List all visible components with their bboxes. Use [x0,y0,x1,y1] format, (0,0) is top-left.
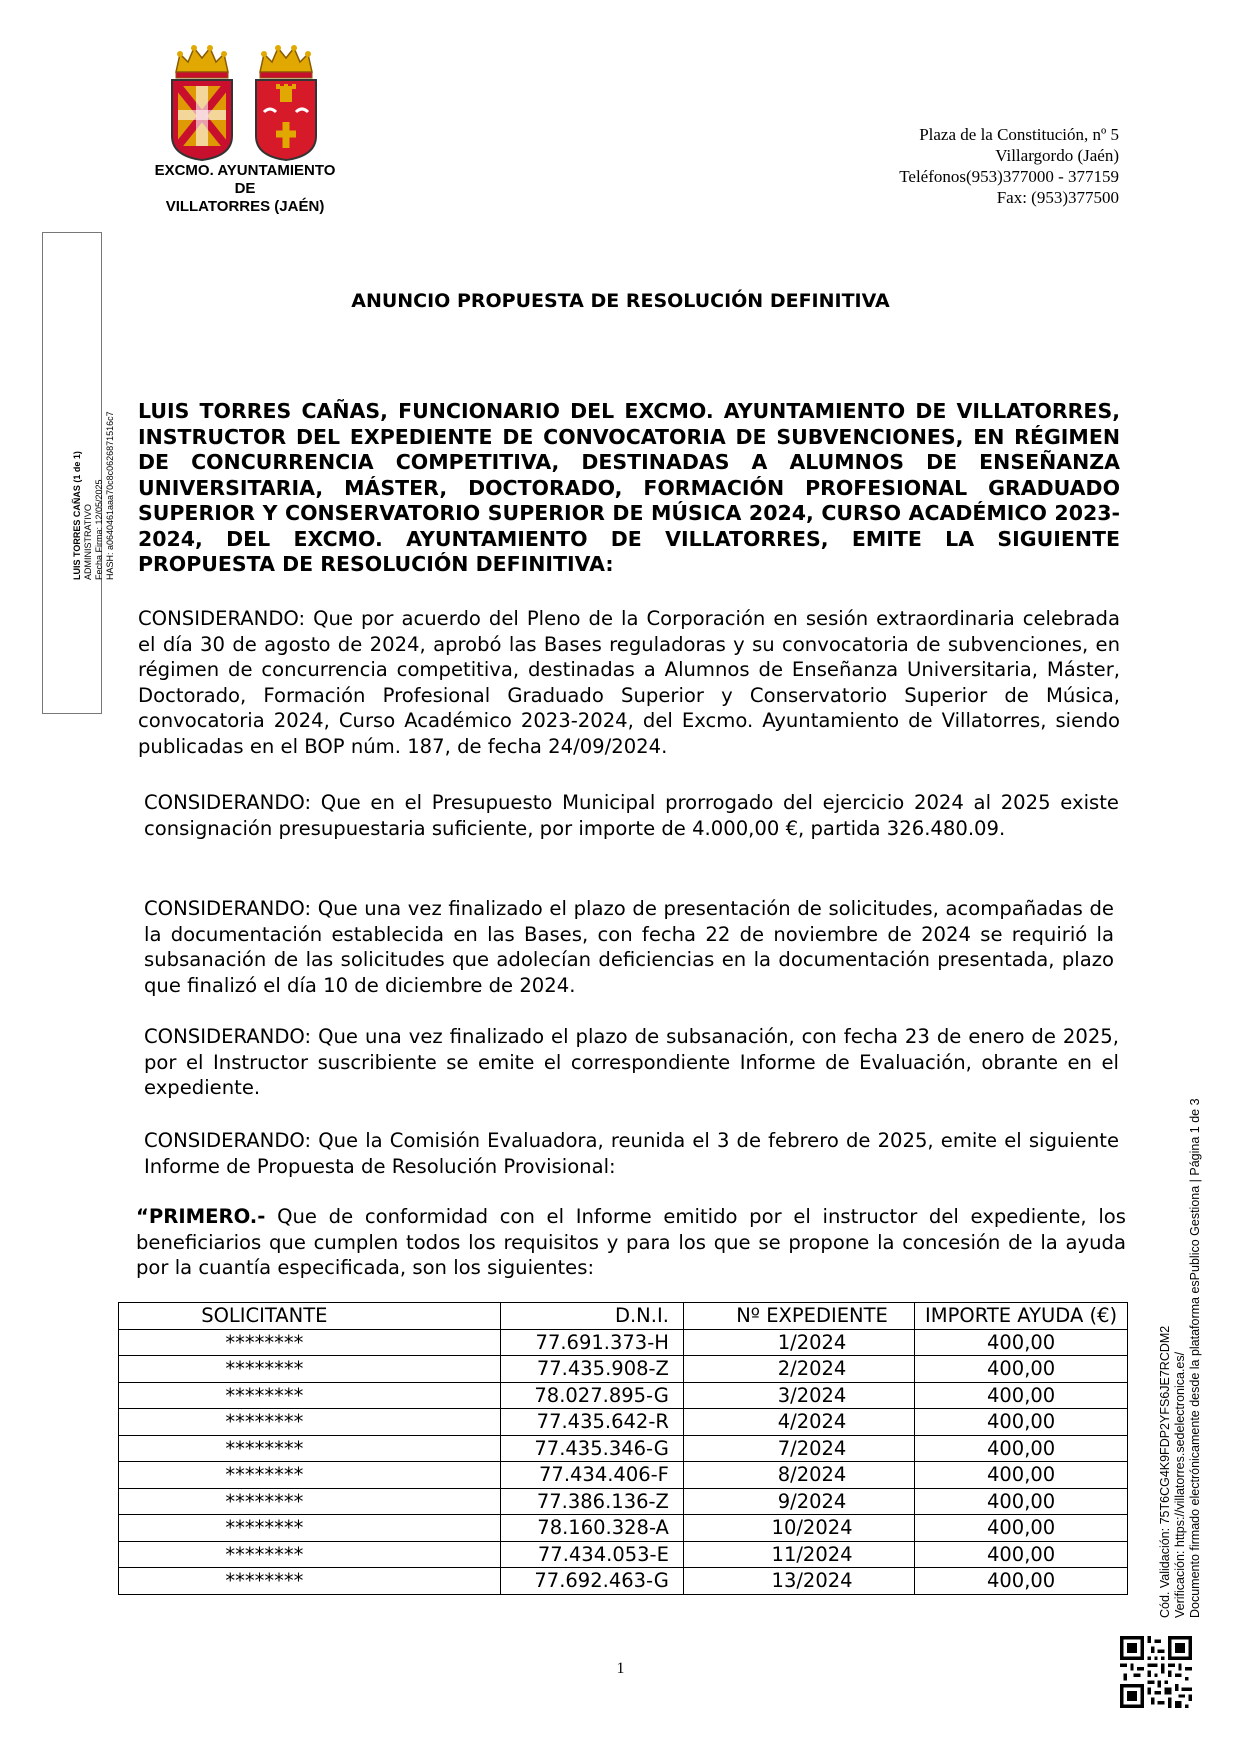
cell-expediente: 11/2024 [683,1541,914,1568]
document-title: ANUNCIO PROPUESTA DE RESOLUCIÓN DEFINITIVA [351,290,890,312]
address-line-2: Villargordo (Jaén) [995,146,1119,165]
cell-dni: 77.386.136-Z [500,1488,683,1515]
cell-expediente: 8/2024 [683,1462,914,1489]
table-row [119,1435,1128,1462]
header-solicitante: SOLICITANTE [119,1303,501,1330]
municipal-crest-left-icon [166,44,238,162]
primero-lead: “PRIMERO.- [136,1205,266,1228]
address-line-3: Teléfonos(953)377000 - 377159 [899,167,1119,186]
address-block [899,124,1119,208]
cell-importe: 400,00 [915,1329,1128,1356]
cell-solicitante: ******** [119,1329,501,1356]
cell-expediente: 13/2024 [683,1568,914,1595]
table-row [119,1382,1128,1409]
cell-solicitante: ******** [119,1515,501,1542]
cell-dni: 77.691.373-H [500,1329,683,1356]
intro-paragraph: LUIS TORRES CAÑAS, FUNCIONARIO DEL EXCMO. AYUNTAMIENTO DE VILLATORRES, INSTRUCTOR DEL EXPEDIENTE DE CONVOCATORIA DE SUBVENCIONES, EN RÉGIMEN DE CONCURRENCIA COMPETITIVA, DESTINADAS A ALUMNOS DE ENSEÑANZA UNIVERSITARIA, MÁSTER, DOCTORADO, FORMACIÓN PROFESIONAL GRADUADO SUPERIOR Y CONSERVATORIO SUPERIOR DE MÚSICA 2024, CURSO ACADÉMICO 2023-2024, DEL EXCMO. AYUNTAMIENTO DE VILLATORRES, EMITE LA SIGUIENTE PROPUESTA DE RESOLUCIÓN DEFINITIVA: [138,399,1120,576]
cell-importe: 400,00 [915,1568,1128,1595]
considerando-paragraph-5: CONSIDERANDO: Que la Comisión Evaluadora, reunida el 3 de febrero de 2025, emite el siguiente Informe de Propuesta de Resolución Provisional: [144,1129,1119,1178]
table-row [119,1488,1128,1515]
cell-importe: 400,00 [915,1541,1128,1568]
cell-importe: 400,00 [915,1515,1128,1542]
signature-line-4: HASH: a0640461aaa70c8c0626871516c7 [105,411,115,580]
cell-solicitante: ******** [119,1462,501,1489]
organization-name [118,162,372,216]
org-name-line-3: VILLATORRES (JAÉN) [165,198,325,215]
cell-expediente: 3/2024 [683,1382,914,1409]
signature-line-1: LUIS TORRES CAÑAS (1 de 1) [72,451,82,580]
cell-importe: 400,00 [915,1409,1128,1436]
cell-expediente: 7/2024 [683,1435,914,1462]
cell-dni: 77.434.406-F [500,1462,683,1489]
cell-solicitante: ******** [119,1409,501,1436]
header-dni: D.N.I. [500,1303,683,1330]
cell-dni: 78.160.328-A [500,1515,683,1542]
considerando-paragraph-3: CONSIDERANDO: Que una vez finalizado el plazo de presentación de solicitudes, acompañadas de la documentación establecida en las Bases, con fecha 22 de noviembre de 2024 se requirió la subsanación de las solicitudes que adolecían deficiencias en la documentación presentada, plazo que finalizó el día 10 de diciembre de 2024. [144,897,1114,997]
beneficiaries-table [118,1302,1128,1595]
cell-dni: 77.435.642-R [500,1409,683,1436]
cell-dni: 77.435.908-Z [500,1356,683,1383]
table-row [119,1356,1128,1383]
cell-expediente: 1/2024 [683,1329,914,1356]
cell-importe: 400,00 [915,1356,1128,1383]
signature-info [72,411,116,580]
cell-importe: 400,00 [915,1435,1128,1462]
cell-solicitante: ******** [119,1356,501,1383]
cell-expediente: 9/2024 [683,1488,914,1515]
municipal-crest-right-icon [250,44,322,162]
cell-importe: 400,00 [915,1488,1128,1515]
considerando-paragraph-4: CONSIDERANDO: Que una vez finalizado el plazo de subsanación, con fecha 23 de enero de 2025, por el Instructor suscribiente se emite el correspondiente Informe de Evaluación, obrante en el expediente. [144,1025,1119,1099]
cell-solicitante: ******** [119,1435,501,1462]
considerando-paragraph-1: CONSIDERANDO: Que por acuerdo del Pleno de la Corporación en sesión extraordinaria celebrada el día 30 de agosto de 2024, aprobó las Bases reguladoras y su convocatoria de subvenciones, en régimen de concurrencia competitiva, destinadas a Alumnos de Enseñanza Universitaria, Máster, Doctorado, Formación Profesional Graduado Superior y Conservatorio Superior de Música, convocatoria 2024, Curso Académico 2023-2024, del Excmo. Ayuntamiento de Villatorres, siendo publicadas en el BOP núm. 187, de fecha 24/09/2024. [138,607,1120,758]
considerando-paragraph-2: CONSIDERANDO: Que en el Presupuesto Municipal prorrogado del ejercicio 2024 al 2025 existe consignación presupuestaria suficiente, por importe de 4.000,00 €, partida 326.480.09. [144,791,1119,840]
cell-solicitante: ******** [119,1568,501,1595]
table-row [119,1462,1128,1489]
cell-expediente: 2/2024 [683,1356,914,1383]
verification-info [1158,1098,1203,1618]
cell-expediente: 10/2024 [683,1515,914,1542]
cell-solicitante: ******** [119,1382,501,1409]
table-row [119,1568,1128,1595]
cell-solicitante: ******** [119,1541,501,1568]
cell-dni: 77.692.463-G [500,1568,683,1595]
verification-line-3: Documento firmado electrónicamente desde la plataforma esPublico Gestiona | Página 1 de 3 [1188,1098,1202,1618]
cell-dni: 77.434.053-E [500,1541,683,1568]
primero-paragraph [136,1204,1126,1281]
cell-dni: 78.027.895-G [500,1382,683,1409]
header-expediente: Nº EXPEDIENTE [683,1303,914,1330]
cell-importe: 400,00 [915,1382,1128,1409]
verification-line-1: Cód. Validación: 75T6CG4K9FDP2YFS6JE7RCDM2 [1158,1325,1172,1618]
page-number: 1 [616,1660,625,1677]
cell-importe: 400,00 [915,1462,1128,1489]
signature-line-2: ADMINISTRATIVO [83,504,93,580]
cell-dni: 77.435.346-G [500,1435,683,1462]
table-row [119,1515,1128,1542]
cell-expediente: 4/2024 [683,1409,914,1436]
header-importe: IMPORTE AYUDA (€) [915,1303,1128,1330]
table-header-row [119,1303,1128,1330]
signature-line-3: Fecha Firma: 12/05/2025 [94,479,104,580]
verification-line-2[interactable]: Verificación: https://villatorres.sedelectronica.es/ [1173,1351,1187,1618]
table-row [119,1409,1128,1436]
address-line-4: Fax: (953)377500 [996,188,1119,207]
table-row [119,1329,1128,1356]
cell-solicitante: ******** [119,1488,501,1515]
org-name-line-2: DE [234,180,256,197]
primero-text: Que de conformidad con el Informe emitido por el instructor del expediente, los beneficiarios que cumplen todos los requisitos y para los que se propone la concesión de la ayuda por la cuantía especificada, son los siguientes: [136,1205,1126,1279]
address-line-1: Plaza de la Constitución, nº 5 [919,125,1119,144]
table-row [119,1541,1128,1568]
org-name-line-1: EXCMO. AYUNTAMIENTO [154,162,336,179]
